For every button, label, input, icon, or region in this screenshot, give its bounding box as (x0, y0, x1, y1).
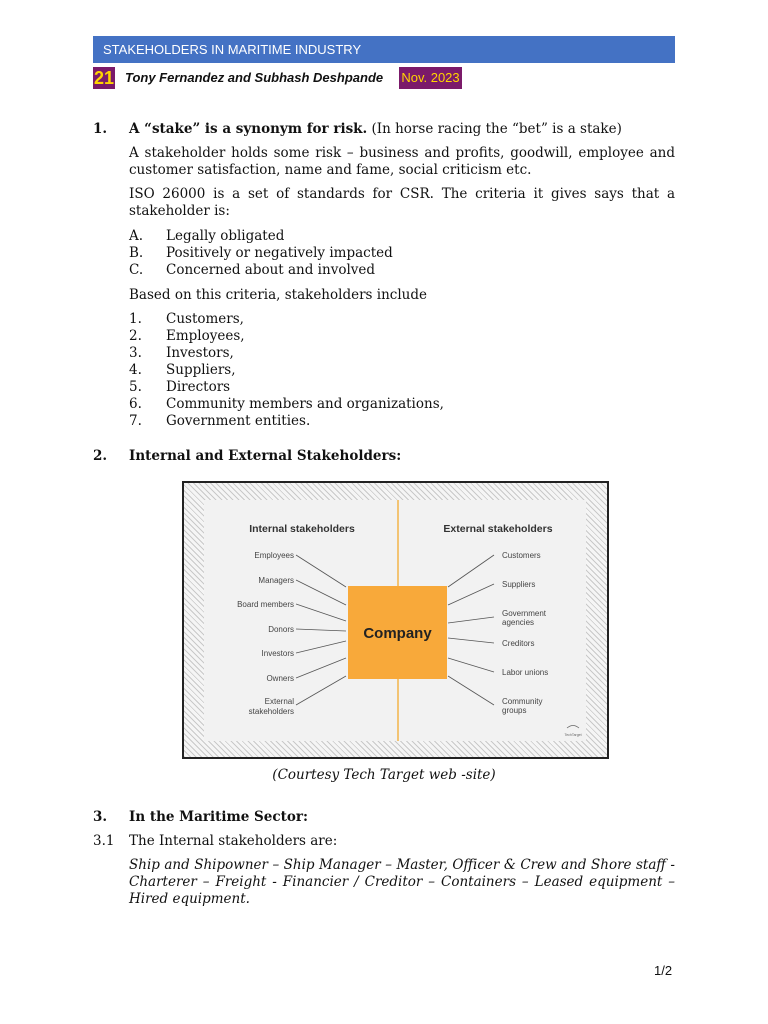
internal-item-donors: Donors (268, 625, 294, 634)
stakeholder-text: Government entities. (166, 413, 311, 429)
internal-item-investors: Investors (261, 649, 294, 658)
criteria-marker: B. (129, 245, 144, 261)
issue-number-badge: 21 (93, 68, 115, 88)
internal-item-external-line1: External (264, 697, 294, 706)
stakeholder-marker: 4. (129, 362, 142, 378)
external-item-government-line1: Government (502, 609, 547, 618)
logo-text: TechTarget (564, 733, 582, 737)
stakeholder-marker: 5. (129, 379, 142, 395)
figure-caption: (Courtesy Tech Target web -site) (272, 767, 496, 783)
external-item-community-line2: groups (502, 706, 527, 715)
section-2-number: 2. (93, 448, 108, 464)
document-header-title: STAKEHOLDERS IN MARITIME INDUSTRY (93, 36, 675, 63)
subsection-3-1-number: 3.1 (93, 833, 115, 849)
external-item-customers: Customers (502, 551, 541, 560)
stakeholder-text: Directors (166, 379, 231, 395)
external-item-creditors: Creditors (502, 639, 535, 648)
external-title: External stakeholders (443, 523, 553, 535)
company-label: Company (363, 625, 432, 642)
section-1-paragraph-1: A stakeholder holds some risk – business and profits, goodwill, employee and customer satisfaction, name and fame, social criticism etc. (129, 145, 675, 178)
internal-item-board-members: Board members (237, 600, 294, 609)
external-item-labor-unions: Labor unions (502, 668, 549, 677)
date-badge: Nov. 2023 (399, 67, 462, 89)
criteria-text: Concerned about and involved (166, 262, 376, 278)
internal-item-owners: Owners (266, 674, 294, 683)
criteria-text: Legally obligated (166, 228, 285, 244)
stakeholder-diagram-svg (184, 483, 607, 757)
external-item-suppliers: Suppliers (502, 580, 536, 589)
section-1-paragraph-3: Based on this criteria, stakeholders include (129, 287, 427, 303)
section-1-paragraph-2: ISO 26000 is a set of standards for CSR. The criteria it gives says that a stakeholder is: (129, 186, 675, 219)
subsection-3-1-heading: The Internal stakeholders are: (129, 833, 338, 849)
internal-item-external-line2: stakeholders (248, 707, 294, 716)
internal-item-managers: Managers (258, 576, 294, 585)
stakeholder-marker: 7. (129, 413, 142, 429)
stakeholder-text: Investors, (166, 345, 234, 361)
section-1-heading-rest: (In horse racing the “bet” is a stake) (367, 121, 622, 137)
authors-line: Tony Fernandez and Subhash Deshpande (125, 70, 384, 85)
external-item-government-line2: agencies (502, 618, 535, 627)
section-1-heading-bold: A “stake” is a synonym for risk. (129, 121, 368, 137)
page-number: 1/2 (654, 963, 673, 978)
external-item-community-line1: Community (502, 697, 543, 706)
stakeholder-text: Employees, (166, 328, 245, 344)
section-2-heading: Internal and External Stakeholders: (129, 448, 402, 464)
criteria-text: Positively or negatively impacted (166, 245, 393, 261)
criteria-marker: C. (129, 262, 144, 278)
stakeholder-text: Community members and organizations, (166, 396, 444, 412)
stakeholder-marker: 1. (129, 311, 142, 327)
stakeholder-text: Customers, (166, 311, 244, 327)
section-3-number: 3. (93, 809, 108, 825)
stakeholder-marker: 6. (129, 396, 142, 412)
internal-item-employees: Employees (254, 551, 294, 560)
internal-title: Internal stakeholders (249, 523, 355, 535)
stakeholder-text: Suppliers, (166, 362, 236, 378)
stakeholder-marker: 3. (129, 345, 142, 361)
stakeholder-diagram (182, 481, 609, 759)
section-3-heading: In the Maritime Sector: (129, 809, 308, 825)
criteria-marker: A. (129, 228, 144, 244)
internal-stakeholders-maritime: Ship and Shipowner – Ship Manager – Master, Officer & Crew and Shore staff - Charterer – Freight - Financier / Creditor – Containers – Leased equipment – Hired equipment. (129, 857, 675, 907)
section-1-number: 1. (93, 121, 108, 137)
section-1-heading (129, 121, 622, 138)
stakeholder-marker: 2. (129, 328, 142, 344)
